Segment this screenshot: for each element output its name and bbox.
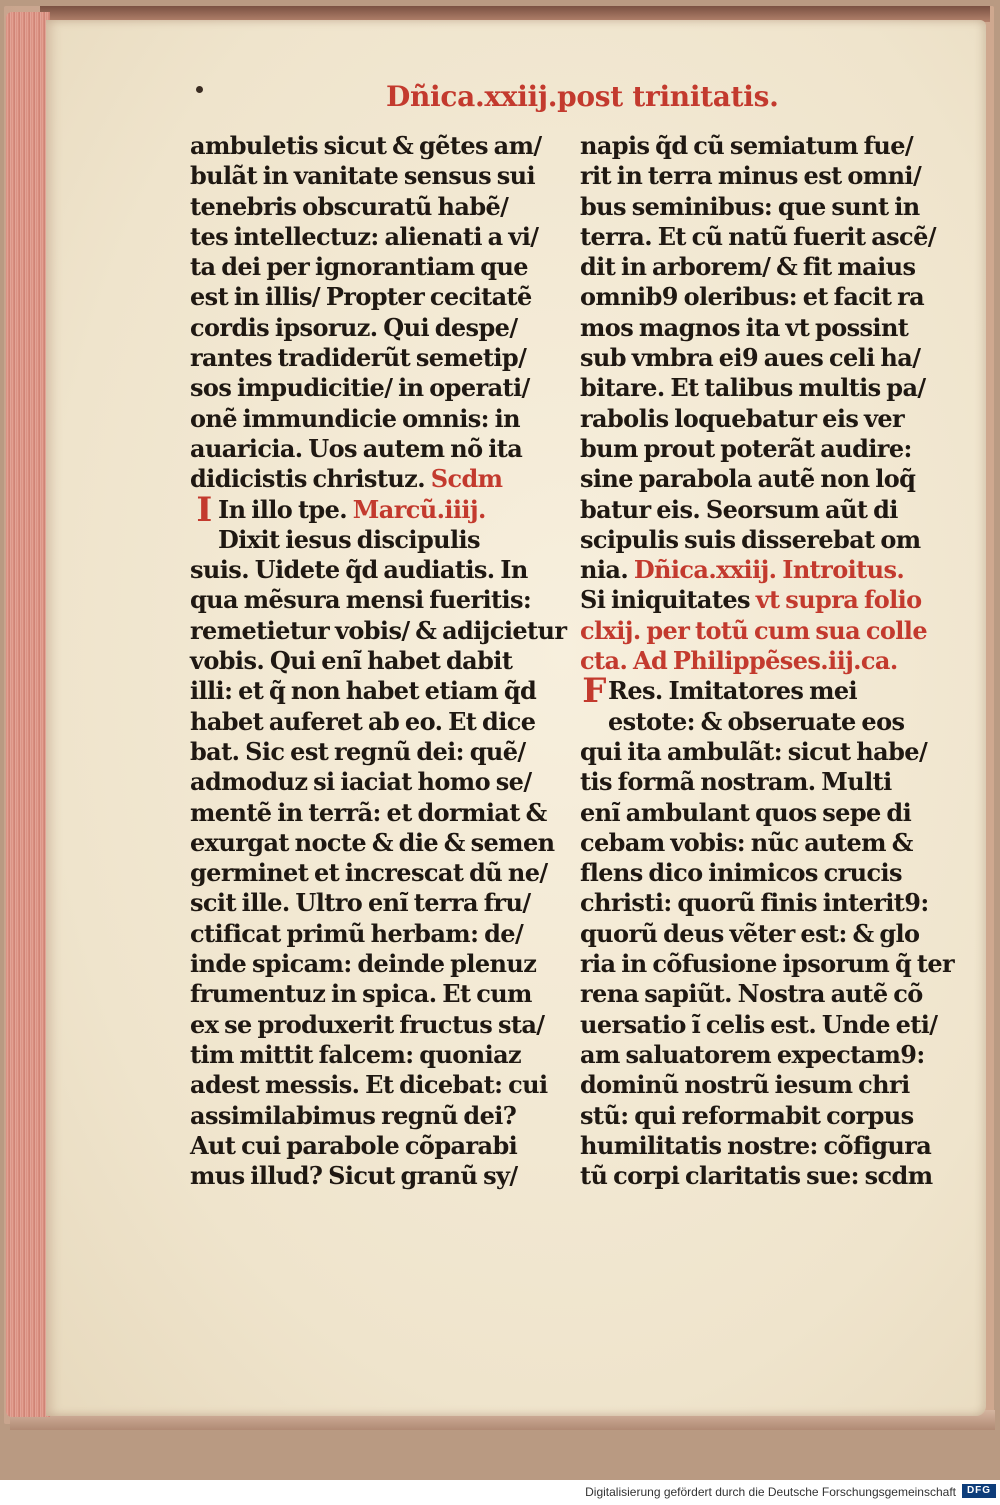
body-text: humilitatis nostre: cõfigura bbox=[580, 1130, 932, 1160]
text-line bbox=[580, 767, 915, 797]
body-text: bus seminibus: que sunt in bbox=[580, 191, 920, 221]
body-text: sub vmbra ei9 aues celi ha/ bbox=[580, 343, 921, 373]
body-text: batur eis. Seorsum aũt di bbox=[580, 494, 898, 524]
text-line bbox=[190, 919, 535, 949]
text-line bbox=[580, 161, 922, 191]
body-text: germinet et increscat dũ ne/ bbox=[190, 858, 548, 888]
body-text: sos impudicitie/ in operati/ bbox=[190, 373, 530, 403]
body-text: rit in terra minus est omni/ bbox=[580, 161, 922, 191]
text-line bbox=[580, 313, 915, 343]
text-line bbox=[580, 252, 915, 282]
rubric-text: vt supra folio bbox=[755, 585, 922, 615]
text-line bbox=[190, 1040, 535, 1070]
rubric-text: cta. Ad Philippẽses.iij.ca. bbox=[580, 646, 898, 676]
rubric-text: Scdm bbox=[430, 464, 503, 494]
left-text-column bbox=[190, 131, 567, 1191]
text-line bbox=[580, 949, 955, 979]
body-text: nia. bbox=[580, 555, 634, 585]
text-line bbox=[190, 161, 535, 191]
text-line bbox=[580, 918, 920, 949]
body-text: cebam vobis: nũc autem & bbox=[580, 827, 913, 857]
text-line bbox=[190, 949, 535, 979]
body-text: mentẽ in terrã: et dormiat & bbox=[190, 797, 547, 827]
body-text: omnib9 oleribus: et facit ra bbox=[580, 282, 925, 312]
text-line bbox=[190, 888, 535, 918]
body-text: ex se produxerit fructus sta/ bbox=[190, 1009, 545, 1039]
body-text: bulãt in vanitate sensus sui bbox=[190, 161, 536, 191]
text-line bbox=[190, 1009, 545, 1040]
body-text: rena sapiũt. Nostra autẽ cõ bbox=[580, 979, 923, 1009]
body-text: ta dei per ignorantiam que bbox=[190, 252, 528, 282]
text-line bbox=[580, 798, 915, 828]
body-text: illi: et q̃ non habet etiam q̃d bbox=[190, 676, 537, 706]
body-text: ambuletis sicut & gẽtes am/ bbox=[190, 131, 542, 160]
text-line bbox=[190, 434, 535, 464]
text-line bbox=[190, 585, 535, 615]
body-text: bum prout poterãt audire: bbox=[580, 433, 912, 463]
text-line bbox=[190, 555, 535, 585]
body-text: uersatio ĩ celis est. Unde eti/ bbox=[580, 1009, 938, 1039]
ink-dot bbox=[196, 86, 203, 93]
text-line bbox=[580, 979, 923, 1009]
body-text: remetietur vobis/ & adijcietur bbox=[190, 615, 567, 645]
body-text: Dixit iesus discipulis bbox=[218, 524, 480, 554]
body-text: ria in cõfusione ipsorum q̃ ter bbox=[580, 949, 955, 979]
text-line bbox=[580, 373, 926, 403]
body-text: cordis ipsoruz. Qui despe/ bbox=[190, 312, 518, 342]
text-line bbox=[190, 797, 547, 828]
body-text: tes intellectuz: alienati a vi/ bbox=[190, 221, 539, 251]
text-line bbox=[190, 737, 535, 767]
body-text: stũ: qui reformabit corpus bbox=[580, 1100, 914, 1130]
text-line bbox=[190, 313, 535, 343]
text-line bbox=[580, 888, 929, 918]
body-text: christi: quorũ finis interit9: bbox=[580, 888, 929, 918]
text-line bbox=[580, 495, 915, 525]
rubric-text: clxij. per totũ cum sua colle bbox=[580, 615, 927, 645]
body-text: vobis. Qui enĩ habet dabit bbox=[190, 646, 513, 676]
body-text: Aut cui parabole cõparabi bbox=[190, 1130, 518, 1160]
text-line bbox=[580, 464, 915, 494]
body-text: am saluatorem expectam9: bbox=[580, 1039, 925, 1069]
body-text: habet auferet ab eo. Et dice bbox=[190, 706, 536, 736]
text-line bbox=[580, 555, 915, 585]
text-line bbox=[580, 1009, 938, 1040]
text-line bbox=[580, 191, 920, 222]
text-line bbox=[190, 1101, 535, 1131]
text-line bbox=[190, 404, 535, 434]
body-text: Si iniquitates bbox=[580, 585, 756, 615]
text-line bbox=[190, 1070, 548, 1100]
text-line bbox=[190, 1161, 535, 1191]
body-text: rabolis loquebatur eis ver bbox=[580, 403, 905, 433]
body-text: mus illud? Sicut granũ sy/ bbox=[190, 1161, 518, 1191]
body-text: terra. Et cũ natũ fuerit ascẽ/ bbox=[580, 221, 936, 251]
digitization-credit: Digitalisierung gefördert durch die Deutsche Forschungsgemeinschaft bbox=[585, 1485, 956, 1499]
text-line bbox=[190, 827, 555, 858]
body-text: bat. Sic est regnũ dei: quẽ/ bbox=[190, 736, 526, 766]
body-text: rantes tradiderũt semetip/ bbox=[190, 343, 527, 373]
dfg-logo: DFG bbox=[962, 1484, 996, 1498]
body-text: exurgat nocte & die & semen bbox=[190, 827, 555, 857]
body-text: enĩ ambulant quos sepe di bbox=[580, 797, 912, 827]
body-text: admoduz si iaciat homo se/ bbox=[190, 767, 532, 797]
text-line bbox=[580, 131, 915, 161]
body-text: Res. Imitatores mei bbox=[608, 676, 858, 706]
text-line bbox=[580, 343, 921, 373]
text-line bbox=[580, 707, 915, 737]
body-text: onẽ immundicie omnis: in bbox=[190, 403, 521, 433]
body-text: dit in arborem/ & fit maius bbox=[580, 252, 916, 282]
text-line bbox=[190, 707, 535, 737]
body-text: auaricia. Uos autem nõ ita bbox=[190, 433, 523, 463]
rubricated-initial: F bbox=[582, 671, 606, 712]
text-line bbox=[190, 676, 535, 706]
body-text: mos magnos ita vt possint bbox=[580, 312, 909, 342]
text-line bbox=[580, 1070, 915, 1100]
text-line bbox=[580, 221, 936, 252]
rubric-text: Dñica.xxiij. Introitus. bbox=[633, 555, 905, 585]
text-line bbox=[190, 646, 535, 676]
text-line bbox=[580, 1101, 915, 1131]
text-line bbox=[190, 343, 535, 373]
body-text: est in illis/ Propter cecitatẽ bbox=[190, 282, 532, 312]
body-text: In illo tpe. bbox=[218, 494, 353, 524]
text-line bbox=[580, 858, 915, 888]
text-line bbox=[190, 252, 535, 282]
body-text: suis. Uidete q̃d audiatis. In bbox=[190, 555, 528, 585]
body-text: tis formã nostram. Multi bbox=[580, 767, 892, 797]
text-line bbox=[190, 767, 535, 797]
body-text: tũ corpi claritatis sue: scdm bbox=[580, 1161, 933, 1191]
text-line bbox=[190, 131, 542, 161]
text-line bbox=[580, 585, 922, 615]
text-line bbox=[580, 615, 927, 646]
text-line bbox=[580, 1161, 933, 1191]
body-text: tim mittit falcem: quoniaz bbox=[190, 1039, 522, 1069]
body-text: ctificat primũ herbam: de/ bbox=[190, 918, 524, 948]
body-text: napis q̃d cũ semiatum fue/ bbox=[580, 131, 914, 160]
body-text: tenebris obscuratũ habẽ/ bbox=[190, 191, 509, 221]
body-text: flens dico inimicos crucis bbox=[580, 858, 902, 888]
body-text: scit ille. Ultro enĩ terra fru/ bbox=[190, 888, 531, 918]
text-line bbox=[190, 1131, 535, 1161]
body-text: bitare. Et talibus multis pa/ bbox=[580, 373, 926, 403]
text-line bbox=[190, 979, 535, 1009]
running-head: Dñica.xxiij.post trinitatis. bbox=[386, 80, 779, 113]
rubric-text: Marcũ.iiij. bbox=[352, 494, 486, 524]
text-line bbox=[190, 489, 535, 530]
text-line bbox=[190, 373, 535, 403]
text-line bbox=[580, 282, 925, 312]
text-line bbox=[190, 464, 535, 494]
body-text: inde spicam: deinde plenuz bbox=[190, 949, 537, 979]
text-line bbox=[580, 524, 921, 555]
text-line bbox=[190, 221, 539, 252]
page-edges bbox=[6, 12, 50, 1417]
text-line bbox=[190, 192, 535, 222]
body-text: dominũ nostrũ iesum chri bbox=[580, 1070, 910, 1100]
text-line bbox=[580, 1039, 925, 1070]
body-text: didicistis christuz. bbox=[190, 464, 431, 494]
text-line bbox=[580, 404, 915, 434]
right-text-column bbox=[580, 131, 955, 1191]
body-text: estote: & obseruate eos bbox=[608, 706, 905, 736]
body-text: qua mẽsura mensi fueritis: bbox=[190, 585, 532, 615]
body-text: sine parabola autẽ non loq̃ bbox=[580, 464, 916, 494]
body-text: quorũ deus vẽter est: & glo bbox=[580, 918, 920, 948]
body-text: scipulis suis disserebat om bbox=[580, 524, 921, 554]
text-line bbox=[580, 646, 915, 676]
text-line bbox=[580, 1130, 932, 1161]
text-line bbox=[580, 828, 915, 858]
text-line bbox=[190, 282, 535, 312]
text-line bbox=[190, 858, 548, 888]
text-line bbox=[580, 736, 928, 767]
body-text: qui ita ambulãt: sicut habe/ bbox=[580, 736, 928, 766]
text-line bbox=[190, 525, 535, 555]
text-line bbox=[580, 434, 915, 464]
text-line bbox=[580, 671, 915, 712]
body-text: adest messis. Et dicebat: cui bbox=[190, 1070, 548, 1100]
body-text: frumentuz in spica. Et cum bbox=[190, 979, 532, 1009]
text-line bbox=[190, 615, 567, 646]
body-text: assimilabimus regnũ dei? bbox=[190, 1100, 517, 1130]
rubricated-initial: I bbox=[196, 489, 212, 530]
